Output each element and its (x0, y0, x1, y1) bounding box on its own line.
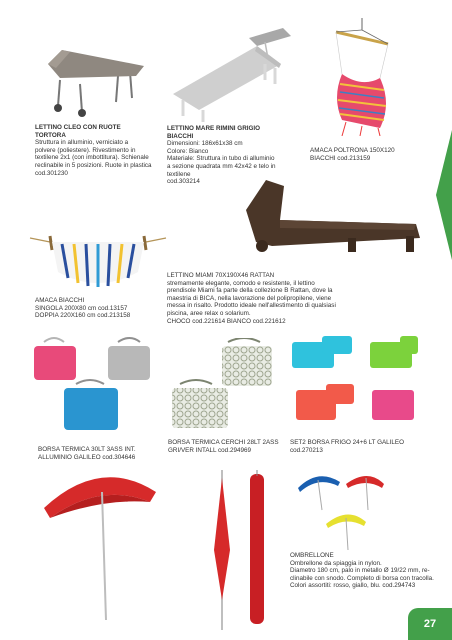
set2-borsa-caption (290, 439, 404, 454)
caption-line: OMBRELLONE (290, 552, 334, 559)
amaca-poltrona-caption (310, 147, 395, 162)
ombrellone-caption (290, 552, 434, 590)
caption-line: cod.270213 (290, 446, 323, 454)
ombrellone-closed-image (200, 470, 280, 630)
caption-line: SET2 BORSA FRIGO 24+6 LT GALILEO (290, 439, 405, 446)
caption-line: LETTINO CLEO CON RUOTE (35, 124, 121, 131)
caption-line: maestria di BICA, nella lavorazione del polipropilene, viene (167, 294, 332, 302)
lettino-miami-image (240, 180, 430, 260)
lettino-cleo-caption (35, 124, 152, 177)
ombrellone-colors-image (296, 470, 386, 550)
caption-line: prendisole Miami fa parte della collezione B Rattan, dove la (167, 287, 333, 295)
caption-line: Ombrellone da spiaggia in nylon. (290, 559, 382, 567)
caption-line: a sezione quadrata mm 42x42 e telo in (167, 162, 276, 170)
borsa-cerchi-caption (168, 439, 279, 454)
lettino-mare-rimini-image (165, 24, 295, 124)
caption-line: BORSA TERMICA 30LT 3ASS INT. (38, 446, 136, 453)
caption-line: textilene (167, 170, 191, 178)
caption-line: GRI/VER INTALL cod.294969 (168, 446, 251, 454)
ombrellone-open-image (40, 462, 160, 622)
caption-line: Colore: Bianco (167, 147, 209, 155)
caption-line: stremamente elegante, comodo e resistente, il lettino (167, 279, 315, 287)
caption-line: cod.301230 (35, 169, 68, 177)
section-tab (436, 130, 452, 260)
caption-line: LETTINO MARE RIMINI GRIGIO (167, 125, 261, 132)
caption-line: Materiale: Struttura in tubo di alluminio (167, 155, 275, 163)
caption-line: Diametro 180 cm, palo in metallo Ø 19/22 mm, re- (290, 567, 430, 575)
caption-line: Colori assortiti: rosso, giallo, blu. cod.294743 (290, 582, 416, 590)
caption-line: AMACA BIACCHI (35, 297, 85, 304)
caption-line: Dimensioni: 186x61x38 cm (167, 140, 243, 148)
amaca-biacchi-caption (35, 297, 130, 320)
caption-line: LETTINO MIAMI 70X190X46 RATTAN (167, 272, 275, 279)
caption-line: BIACCHI cod.213159 (310, 154, 371, 162)
caption-line: reclinabile in 5 posizioni. Ruote in plastica (35, 161, 152, 169)
lettino-miami-caption (167, 272, 336, 325)
caption-line: clinabile con snodo. Completo di borsa con tracolla. (290, 574, 434, 582)
caption-line: DOPPIA 220X160 cm cod.213158 (35, 312, 131, 320)
caption-line: BIACCHI (167, 132, 194, 140)
caption-line: ALLUMINIO GALILEO cod.304646 (38, 453, 136, 461)
caption-line: SINGOLA 200X80 cm cod.13157 (35, 304, 128, 312)
caption-line: cod.303214 (167, 178, 200, 186)
borsa-termica-cerchi-image (168, 338, 276, 432)
caption-line: textilene 2x1 (con imbottitura). Schienale (35, 154, 149, 162)
caption-line: polvere (poliestere). Rivestimento in (35, 146, 136, 154)
amaca-poltrona-image (322, 18, 402, 136)
caption-line: AMACA POLTRONA 150X120 (310, 147, 395, 154)
set2-borsa-frigo-image (290, 334, 420, 434)
caption-line: piscina, aree relax o solarium. (167, 309, 251, 317)
caption-line: TORTORA (35, 131, 66, 139)
caption-line: CHOCO cod.221614 BIANCO cod.221612 (167, 317, 286, 325)
caption-line: BORSA TERMICA CERCHI 28LT 2ASS (168, 439, 279, 446)
page-number: 27 (408, 608, 452, 640)
caption-line: messa in risalto. Prodotto ideale nell'allestimento di qualsiasi (167, 302, 336, 310)
lettino-mare-rimini-caption (167, 125, 276, 186)
amaca-biacchi-image (28, 228, 168, 298)
borsa-termica-3ass-image (30, 336, 156, 434)
caption-line: Struttura in alluminio, verniciato a (35, 139, 129, 147)
lettino-cleo-image (40, 20, 155, 120)
borsa-3ass-caption (38, 446, 136, 461)
